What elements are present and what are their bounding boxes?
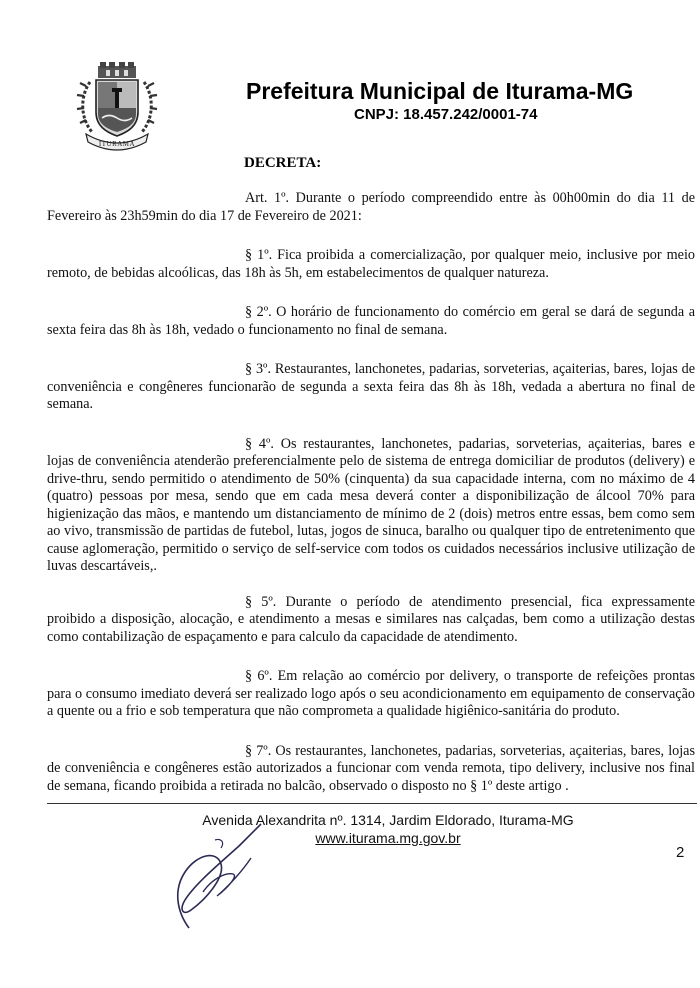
footer-divider bbox=[47, 803, 697, 804]
section-1-paragraph: § 1º. Fica proibida a comercialização, por qualquer meio, inclusive por meio remoto, de bebidas alcoólicas, das 18h às 5h, em estabelecimentos de qualquer natureza. bbox=[47, 247, 695, 281]
footer-website-link[interactable]: www.iturama.mg.gov.br bbox=[315, 830, 461, 846]
crest-ribbon-text: ITURAMA bbox=[98, 140, 136, 148]
decree-body bbox=[47, 190, 695, 817]
section-2-paragraph: § 2º. O horário de funcionamento do comércio em geral se dará de segunda a sexta feira das 8h às 18h, vedado o funcionamento no final de semana. bbox=[47, 304, 695, 338]
page-title: Prefeitura Municipal de Iturama-MG bbox=[246, 78, 634, 104]
section-6-paragraph: § 6º. Em relação ao comércio por delivery, o transporte de refeições prontas para o consumo imediato deverá ser realizado logo após o seu acondicionamento em equipamento de conservação a quente ou a frio e sob temperatura que não comprometa a qualidade higiênico-sanitária do produto. bbox=[47, 668, 695, 719]
decree-heading: DECRETA: bbox=[244, 155, 322, 171]
section-3-paragraph: § 3º. Restaurantes, lanchonetes, padarias, sorveterias, açaiterias, bares, lojas de conveniência e congêneres funcionarão de segunda a sexta feira das 8h às 18h, vedada a abertura no final de semana. bbox=[47, 361, 695, 412]
section-5-paragraph: § 5º. Durante o período de atendimento presencial, fica expressamente proibido a disposição, alocação, e atendimento a mesas e similares nas calçadas, bem como a utilização destas como contabilização de espaçamento e para calculo da capacidade de atendimento. bbox=[47, 593, 695, 645]
footer-address: Avenida Alexandrita nº. 1314, Jardim Eldorado, Iturama-MG bbox=[202, 812, 574, 828]
article-1-paragraph: Art. 1º. Durante o período compreendido entre às 00h00min do dia 11 de Fevereiro às 23h59min do dia 17 de Fevereiro de 2021: bbox=[47, 190, 695, 224]
section-7-paragraph: § 7º. Os restaurantes, lanchonetes, padarias, sorveterias, açaiterias, bares, lojas de conveniência e congêneres estão autorizados a funcionar com venda remota, tipo delivery, inclusive nos final de semana, ficando proibida a retirada no balcão, observado o disposto no § 1º deste artigo . bbox=[47, 742, 695, 794]
municipal-crest-icon bbox=[76, 62, 158, 152]
cnpj-label: CNPJ: 18.457.242/0001-74 bbox=[354, 106, 538, 123]
handwritten-signature-icon bbox=[155, 820, 265, 932]
page-number: 2 bbox=[676, 844, 685, 861]
section-4-paragraph: § 4º. Os restaurantes, lanchonetes, padarias, sorveterias, açaiterias, bares e lojas de conveniência atenderão preferencialmente pelo de sistema de entrega domiciliar de produtos (delivery) e drive-thru, sendo permitido o atendimento de 50% (cinquenta) da sua capacidade interna, com no máximo de 4 (quatro) pessoas por mesa, sendo que em cada mesa deverá conter a disponibilização de álcool 70% para higienização das mãos, e mantendo um distanciamento de mínimo de 2 (dois) metros entre essas, bem como sem ao vivo, transmissão de partidas de futebol, lutas, jogos de sinuca, baralho ou qualquer tipo de entretenimento que cause aglomeração, permitido o serviço de self-service com todos os cuidados necessários inclusive utilização de luvas descartáveis,. bbox=[47, 435, 695, 574]
